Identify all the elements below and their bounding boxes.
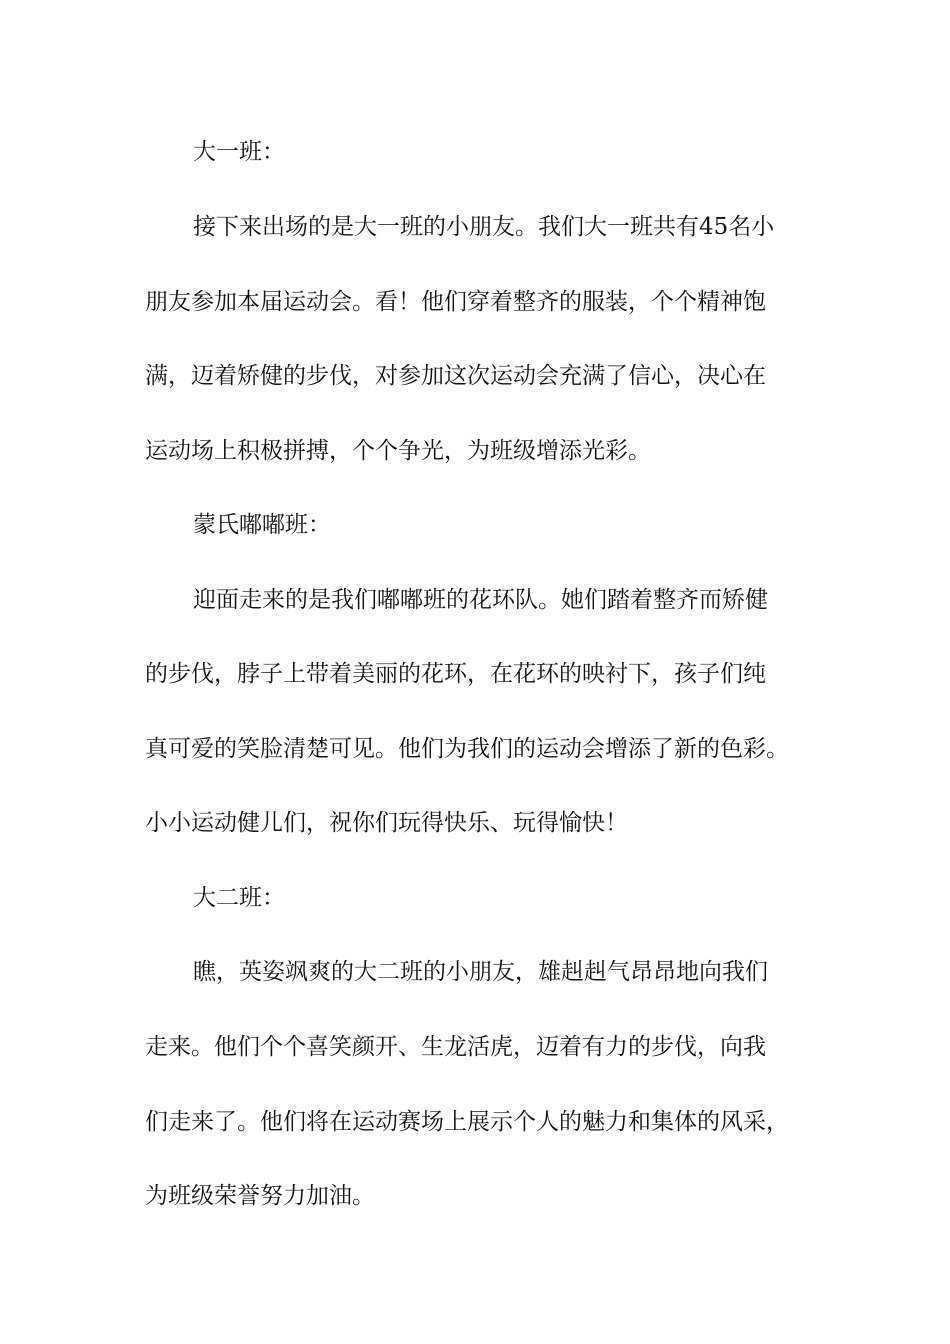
heading-meng-shi-du-du-ban: 蒙氏嘟嘟班： bbox=[193, 512, 331, 538]
paragraph-line: 为班级荣誉努力加油。 bbox=[145, 1183, 375, 1209]
paragraph-line: 运动场上积极拼搏，个个争光，为班级增添光彩。 bbox=[145, 438, 651, 464]
paragraph-line: 朋友参加本届运动会。看！他们穿着整齐的服装，个个精神饱 bbox=[145, 289, 766, 315]
heading-da-yi-ban: 大一班： bbox=[193, 139, 285, 165]
paragraph-line: 小小运动健儿们，祝你们玩得快乐、玩得愉快！ bbox=[145, 810, 628, 836]
paragraph-line: 的步伐，脖子上带着美丽的花环，在花环的映衬下，孩子们纯 bbox=[145, 661, 766, 687]
paragraph-line: 瞧，英姿飒爽的大二班的小朋友，雄赳赳气昂昂地向我们 bbox=[193, 959, 768, 985]
paragraph-line: 们走来了。他们将在运动赛场上展示个人的魅力和集体的风采， bbox=[145, 1109, 789, 1135]
heading-da-er-ban: 大二班： bbox=[193, 885, 285, 911]
paragraph-line: 迎面走来的是我们嘟嘟班的花环队。她们踏着整齐而矫健 bbox=[193, 587, 768, 613]
paragraph-line: 走来。他们个个喜笑颜开、生龙活虎，迈着有力的步伐，向我 bbox=[145, 1034, 766, 1060]
paragraph-line: 满，迈着矫健的步伐，对参加这次运动会充满了信心，决心在 bbox=[145, 363, 766, 389]
paragraph-line: 接下来出场的是大一班的小朋友。我们大一班共有45名小 bbox=[193, 214, 775, 240]
paragraph-line: 真可爱的笑脸清楚可见。他们为我们的运动会增添了新的色彩。 bbox=[145, 736, 789, 762]
